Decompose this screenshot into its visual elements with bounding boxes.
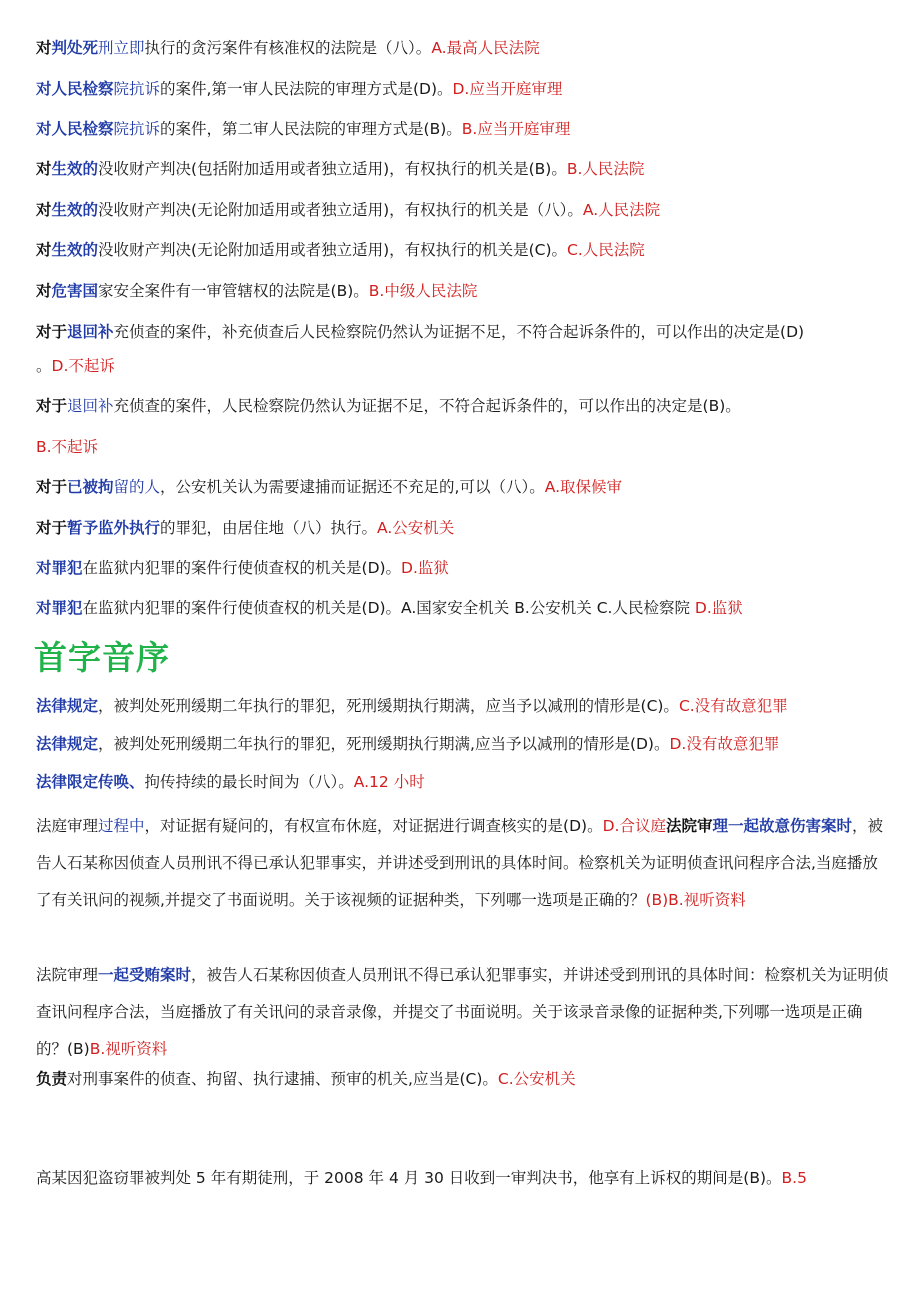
- question-text: 对罪犯: [36, 559, 83, 577]
- question-text: 家安全案件有一审管辖权的法院是(B)。: [98, 282, 369, 300]
- question-text: 的案件,第一审人民法院的审理方式是(D)。: [160, 80, 453, 98]
- question-text: 对人民检察: [36, 120, 114, 138]
- question-text: ，被判处死刑缓期二年执行的罪犯，死刑缓期执行期满,应当予以减刑的情形是(D)。: [98, 735, 670, 753]
- question-text: 充侦查的案件，人民检察院仍然认为证据不足，不符合起诉条件的，可以作出的决定是(B)。: [113, 397, 741, 415]
- question-paragraph-2: [36, 957, 892, 1068]
- question-text: 负责: [36, 1070, 68, 1088]
- question-text: 在监狱内犯罪的案件行使侦查权的机关是(D)。A.国家安全机关 B.公安机关 C.人民检察院: [82, 599, 695, 617]
- answer-text: A.12 小时: [353, 773, 425, 791]
- question-text: 对刑事案件的侦查、拘留、执行逮捕、预审的机关,应当是(C)。: [67, 1070, 498, 1088]
- question-text: 退回补: [67, 397, 114, 415]
- question-text: ，公安机关认为需要逮捕而证据还不充足的,可以（八）。: [160, 478, 545, 496]
- question-text: 法院审理: [36, 966, 99, 984]
- answer-text: C.没有故意犯罪: [678, 697, 788, 715]
- question-line: [36, 240, 892, 260]
- question-text: 法律规定: [36, 697, 99, 715]
- answer-text: B.中级人民法院: [368, 282, 478, 300]
- question-text: 对人民检察: [36, 80, 114, 98]
- question-text: 过程中: [98, 817, 145, 835]
- question-line: [36, 396, 892, 416]
- question-line: [36, 477, 892, 497]
- question-line: [36, 119, 892, 139]
- answer-text: C.人民法院: [567, 241, 645, 259]
- question-text: 高某因犯盗窃罪被判处 5 年有期徒刑，于 2008 年 4 月 30 日收到一审判决书，他享有上诉权的期间是(B)。: [36, 1169, 782, 1187]
- section-heading: 首字音序: [34, 638, 170, 677]
- question-text: 对于: [36, 323, 68, 341]
- question-text: 法庭审理: [36, 817, 99, 835]
- question-text: 拘传持续的最长时间为（八）。: [144, 773, 354, 791]
- question-line: [36, 734, 892, 754]
- question-text: 留的人: [113, 478, 161, 496]
- question-text: 对: [36, 39, 52, 57]
- answer-text: A.公安机关: [377, 519, 455, 537]
- question-text: 生效的: [51, 241, 99, 259]
- question-text: ，被判处死刑缓期二年执行的罪犯，死刑缓期执行期满，应当予以减刑的情形是(C)。: [98, 697, 679, 715]
- question-line: [36, 518, 892, 538]
- question-text: 判处死: [51, 39, 99, 57]
- question-text: ，被告人石某称因侦查人员刑讯不得已承认犯罪事实，并讲述受到刑讯的具体时间：检察机关为证明侦查讯问程序合法，当庭播放了有关讯问的录音录像，并提交了书面说明。关于该录音录像的证据种类,下列哪一选项是正确的？(B): [36, 966, 889, 1058]
- question-line: [36, 200, 892, 220]
- answer-text: D.监狱: [401, 559, 449, 577]
- question-text: 对: [36, 241, 52, 259]
- question-text: 对: [36, 201, 52, 219]
- question-text: 退回补: [67, 323, 114, 341]
- question-text: 充侦查的案件，补充侦查后人民检察院仍然认为证据不足，不符合起诉条件的，可以作出的决定是(D): [113, 323, 805, 341]
- question-text: 。: [36, 357, 52, 375]
- answer-text: D.合议庭: [602, 817, 666, 835]
- question-line: [36, 281, 892, 301]
- question-text: 对: [36, 282, 52, 300]
- question-line: [36, 38, 892, 58]
- question-line: [36, 437, 892, 457]
- answer-text: A.人民法院: [582, 201, 661, 219]
- question-text: 没收财产判决(包括附加适用或者独立适用)，有权执行的机关是(B)。: [98, 160, 567, 178]
- question-line: [36, 79, 892, 99]
- question-text: 的罪犯，由居住地（八）执行。: [160, 519, 378, 537]
- answer-text: A.最高人民法院: [431, 39, 540, 57]
- question-text: 的案件，第二审人民法院的审理方式是(B)。: [160, 120, 462, 138]
- answer-text: C.公安机关: [497, 1070, 576, 1088]
- question-text: 生效的: [51, 201, 99, 219]
- question-text: 院抗诉: [113, 120, 161, 138]
- answer-text: B.视听资料: [89, 1040, 168, 1058]
- question-text: 理一起故意伤害案时: [712, 817, 852, 835]
- answer-text: B.应当开庭审理: [461, 120, 571, 138]
- question-line-responsibility: [36, 1069, 892, 1089]
- answer-text: A.取保候审: [544, 478, 622, 496]
- answer-text: B.5: [781, 1169, 807, 1187]
- question-text: 法院审: [665, 817, 713, 835]
- question-text: 对于: [36, 397, 68, 415]
- answer-text: (B)B.视听资料: [645, 891, 746, 909]
- question-text: 对于: [36, 478, 68, 496]
- question-text: 对于: [36, 519, 68, 537]
- question-text: 在监狱内犯罪的案件行使侦查权的机关是(D)。: [82, 559, 402, 577]
- question-text: 一起受贿案时: [98, 966, 192, 984]
- question-text: 法律限定传唤、: [36, 773, 145, 791]
- question-text: 没收财产判决(无论附加适用或者独立适用)，有权执行的机关是（八）。: [98, 201, 583, 219]
- question-text: 没收财产判决(无论附加适用或者独立适用)，有权执行的机关是(C)。: [98, 241, 568, 259]
- question-line: [36, 159, 892, 179]
- question-text: 暂予监外执行: [67, 519, 161, 537]
- answer-text: D.没有故意犯罪: [669, 735, 780, 753]
- answer-text: B.不起诉: [36, 438, 99, 456]
- answer-text: B.人民法院: [566, 160, 645, 178]
- question-line: [36, 356, 892, 376]
- question-text: 法律规定: [36, 735, 99, 753]
- answer-text: D.监狱: [694, 599, 743, 617]
- answer-text: D.不起诉: [51, 357, 115, 375]
- question-text: 生效的: [51, 160, 99, 178]
- question-line: [36, 322, 892, 342]
- question-line: [36, 598, 892, 618]
- answer-text: D.应当开庭审理: [452, 80, 563, 98]
- question-line-appeal-period: [36, 1168, 892, 1188]
- question-line: [36, 772, 892, 792]
- question-text: 对: [36, 160, 52, 178]
- question-text: 刑立即: [98, 39, 145, 57]
- question-text: 危害国: [51, 282, 99, 300]
- question-text: ，对证据有疑问的，有权宣布休庭，对证据进行调查核实的是(D)。: [144, 817, 603, 835]
- question-text: 院抗诉: [113, 80, 161, 98]
- question-text: 执行的贪污案件有核准权的法院是（八）。: [144, 39, 432, 57]
- question-paragraph-1: [36, 808, 892, 919]
- question-text: 已被拘: [67, 478, 114, 496]
- question-line: [36, 696, 892, 716]
- question-text: ，被告人石某称因侦查人员刑讯不得已承认犯罪事实，并讲述受到刑讯的具体时间。检察机关为证明侦查讯问程序合法,当庭播放了有关讯问的视频,并提交了书面说明。关于该视频的证据种类，下列哪一选项是正确的？: [36, 817, 883, 909]
- question-text: 对罪犯: [36, 599, 83, 617]
- question-line: [36, 558, 892, 578]
